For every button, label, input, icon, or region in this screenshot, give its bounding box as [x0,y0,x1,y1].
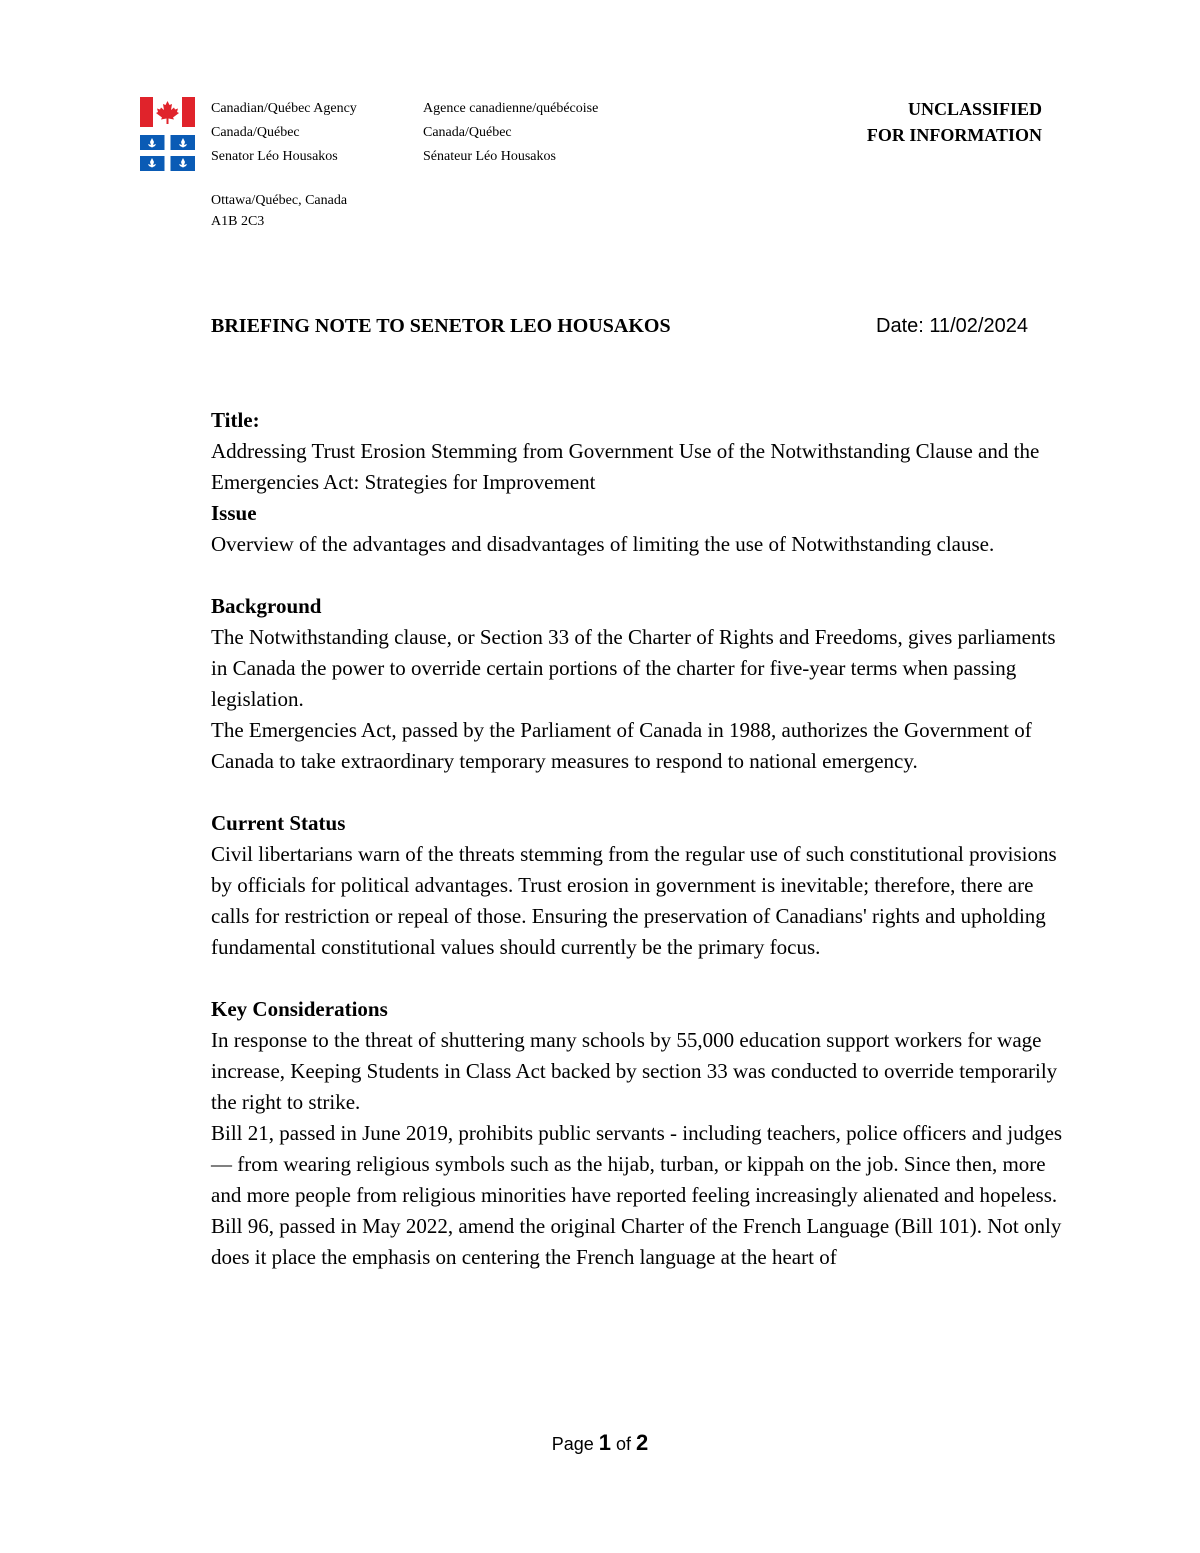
document-date: Date: 11/02/2024 [876,315,1028,337]
jurisdiction-en: Canada/Québec [211,125,300,140]
address-city: Ottawa/Québec, Canada [211,193,348,208]
jurisdiction-fr: Canada/Québec [423,125,512,140]
agency-name-fr: Agence canadienne/québécoise [423,101,599,116]
current-status-heading: Current Status [211,811,346,835]
header-french-block [423,97,598,169]
address-block [211,190,347,232]
classification-level: UNCLASSIFIED [907,99,1042,119]
issue-heading: Issue [211,501,257,525]
page-label: Page [551,1434,594,1454]
agency-name-en: Canadian/Québec Agency [211,101,357,116]
key-considerations-heading: Key Considerations [211,997,388,1021]
document-body [211,405,1071,1273]
quebec-flag-icon [140,135,195,171]
page-number [0,1430,1200,1456]
total-pages: 2 [636,1430,649,1455]
background-heading: Background [211,594,322,618]
flags-logo [140,97,196,171]
senator-name-en: Senator Léo Housakos [211,149,338,164]
section-spacer [211,777,1071,808]
header-english-block [211,97,357,169]
background-paragraph: The Emergencies Act, passed by the Parliament of Canada in 1988, authorizes the Government of Canada to take extraordinary temporary measures to respond to national emergency. [211,718,1032,773]
senator-name-fr: Sénateur Léo Housakos [423,149,556,164]
canada-flag-icon [140,97,195,127]
current-status-text: Civil libertarians warn of the threats stemming from the regular use of such constitutional provisions by officials for political advantages. Trust erosion in government is inevitable; therefore, there are calls for restriction or repeal of those. Ensuring the preservation of Canadians' rights and upholding fundamental constitutional values should currently be the primary focus. [211,842,1057,959]
title-text: Addressing Trust Erosion Stemming from Government Use of the Notwithstanding Clause and the Emergencies Act: Strategies for Improvement [211,439,1040,494]
section-spacer [211,560,1071,591]
issue-text: Overview of the advantages and disadvantages of limiting the use of Notwithstanding clause. [211,532,995,556]
key-considerations-paragraph: In response to the threat of shuttering many schools by 55,000 education support workers for wage increase, Keeping Students in Class Act backed by section 33 was conducted to override temporarily the right to strike. [211,1028,1058,1114]
address-postal-code: A1B 2C3 [211,214,265,229]
background-paragraph: The Notwithstanding clause, or Section 33 of the Charter of Rights and Freedoms, gives parliaments in Canada the power to override certain portions of the charter for five-year terms when passing legislation. [211,625,1056,711]
section-spacer [211,963,1071,994]
classification-purpose: FOR INFORMATION [866,125,1042,145]
classification-block [867,96,1042,148]
key-considerations-paragraph: Bill 21, passed in June 2019, prohibits public servants - including teachers, police officers and judges — from wearing religious symbols such as the hijab, turban, or kippah on the job. Since then, more and more people from religious minorities have reported feeling increasingly alienated and hopeless. [211,1121,1063,1207]
briefing-note-title: BRIEFING NOTE TO SENETOR LEO HOUSAKOS [211,315,671,337]
title-heading: Title: [211,408,260,432]
current-page: 1 [598,1430,611,1455]
key-considerations-paragraph: Bill 96, passed in May 2022, amend the original Charter of the French Language (Bill 101). Not only does it place the emphasis on centering the French language at the heart of [211,1214,1062,1269]
of-label: of [616,1434,632,1454]
